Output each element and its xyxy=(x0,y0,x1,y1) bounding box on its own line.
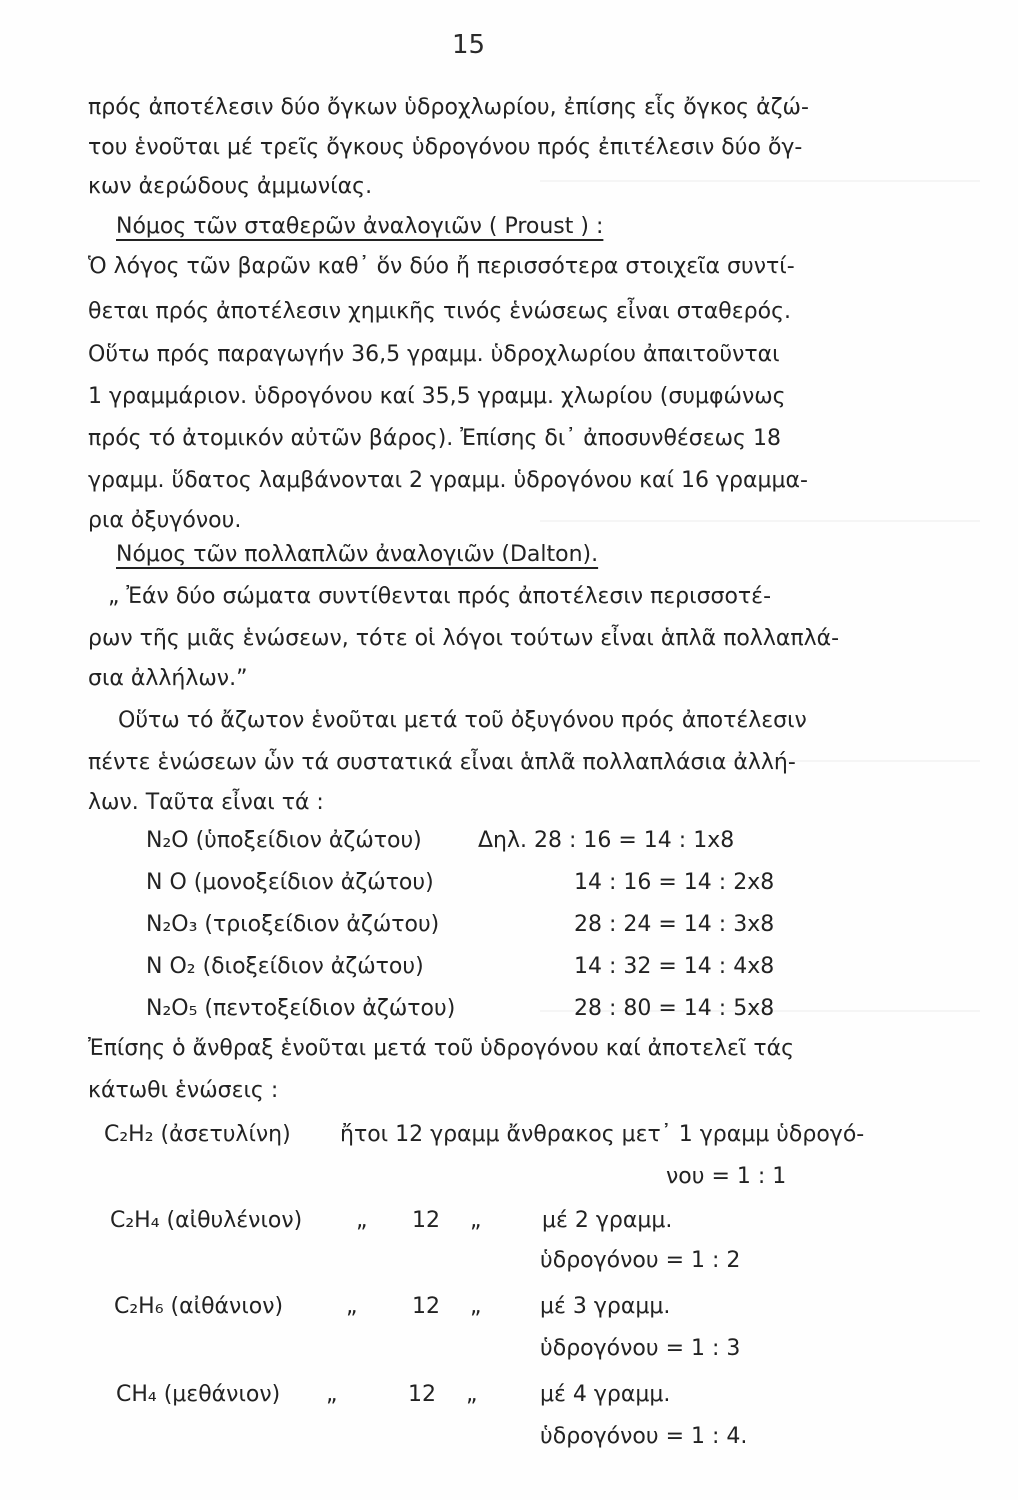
paragraph-line: Ἐπίσης ὁ ἄνθραξ ἑνοῦται μετά τοῦ ὑδρογόνου καί ἀποτελεῖ τάς xyxy=(88,1036,794,1061)
nitrogen-oxide-row xyxy=(146,952,424,982)
hydrocarbon-formula: C₂H₄ (αἰθυλένιον) xyxy=(110,1208,303,1233)
ditto-mark: „ xyxy=(470,1294,482,1319)
paragraph-line: του ἑνοῦται μέ τρεῖς ὄγκους ὑδρογόνου πρός ἐπιτέλεσιν δύο ὄγ- xyxy=(88,135,803,160)
paragraph-line: πρός τό ἀτομικόν αὐτῶν βάρος). Ἐπίσης δι᾽ ἀποσυνθέσεως 18 xyxy=(88,426,781,451)
hydrocarbon-ratio: ὑδρογόνου = 1 : 4. xyxy=(540,1424,748,1449)
paragraph-line: ρια ὀξυγόνου. xyxy=(88,508,242,533)
paragraph-line: λων. Ταῦτα εἶναι τά : xyxy=(88,790,324,815)
grams-value: 12 xyxy=(412,1208,440,1233)
section-heading-proust: Νόμος τῶν σταθερῶν ἀναλογιῶν ( Proust ) : xyxy=(116,214,604,239)
page-number: 15 xyxy=(452,30,486,60)
ditto-mark: „ xyxy=(326,1382,338,1407)
ditto-mark: „ xyxy=(356,1208,368,1233)
hydrocarbon-formula: C₂H₆ (αἰθάνιον) xyxy=(114,1294,284,1319)
compound-name: N O₂ (διοξείδιον ἀζώτου) xyxy=(146,954,424,979)
ratio-text: 14 : 32 = 14 : 4x8 xyxy=(574,954,775,979)
grams-value: 12 xyxy=(412,1294,440,1319)
ditto-mark: „ xyxy=(466,1382,478,1407)
paragraph-line: σια ἀλλήλων.” xyxy=(88,666,248,691)
hydrocarbon-with: μέ 2 γραμμ. xyxy=(542,1208,673,1233)
compound-name: N₂O₅ (πεντοξείδιον ἀζώτου) xyxy=(146,996,456,1021)
paragraph-line: κάτωθι ἑνώσεις : xyxy=(88,1078,279,1103)
nitrogen-oxide-row xyxy=(146,826,422,856)
compound-name: N₂O₃ (τριοξείδιον ἀζώτου) xyxy=(146,912,440,937)
hydrocarbon-formula: C₂H₂ (ἀσετυλίνη) xyxy=(104,1122,291,1147)
paragraph-line: πέντε ἑνώσεων ὧν τά συστατικά εἶναι ἁπλᾶ πολλαπλάσια ἀλλή- xyxy=(88,750,796,775)
grams-value: 12 xyxy=(408,1382,436,1407)
nitrogen-oxide-row xyxy=(146,868,434,898)
compound-name: N₂O (ὑποξείδιον ἀζώτου) xyxy=(146,828,422,853)
section-heading-dalton: Νόμος τῶν πολλαπλῶν ἀναλογιῶν (Dalton). xyxy=(116,542,599,567)
hydrocarbon-ratio: νου = 1 : 1 xyxy=(666,1164,787,1189)
paragraph-line: Οὕτω πρός παραγωγήν 36,5 γραμμ. ὑδροχλωρίου ἀπαιτοῦνται xyxy=(88,342,780,367)
paragraph-line: Οὕτω τό ἄζωτον ἑνοῦται μετά τοῦ ὀξυγόνου πρός ἀποτέλεσιν xyxy=(118,708,807,733)
bleed-through-mark xyxy=(540,520,980,522)
paragraph-line: ρων τῆς μιᾶς ἑνώσεων, τότε οἱ λόγοι τούτων εἶναι ἁπλᾶ πολλαπλά- xyxy=(88,626,840,651)
ratio-text: Δηλ. 28 : 16 = 14 : 1x8 xyxy=(478,828,735,853)
hydrocarbon-ratio: ὑδρογόνου = 1 : 3 xyxy=(540,1336,741,1361)
ratio-text: 28 : 24 = 14 : 3x8 xyxy=(574,912,775,937)
paragraph-line: πρός ἀποτέλεσιν δύο ὄγκων ὑδροχλωρίου, ἐπίσης εἷς ὄγκος ἀζώ- xyxy=(88,95,809,120)
hydrocarbon-formula: CH₄ (μεθάνιον) xyxy=(116,1382,281,1407)
paragraph-line: 1 γραμμάριον. ὑδρογόνου καί 35,5 γραμμ. χλωρίου (συμφώνως xyxy=(88,384,786,409)
ratio-text: 28 : 80 = 14 : 5x8 xyxy=(574,996,775,1021)
hydrocarbon-description: ἤτοι 12 γραμμ ἄνθρακος μετ᾽ 1 γραμμ ὑδρογό- xyxy=(340,1122,865,1147)
nitrogen-oxide-row xyxy=(146,994,455,1024)
ditto-mark: „ xyxy=(470,1208,482,1233)
nitrogen-oxide-row xyxy=(146,910,439,940)
ditto-mark: „ xyxy=(346,1294,358,1319)
bleed-through-mark xyxy=(540,180,980,182)
paragraph-line: θεται πρός ἀποτέλεσιν χημικῆς τινός ἑνώσεως εἶναι σταθερός. xyxy=(88,299,791,324)
hydrocarbon-with: μέ 3 γραμμ. xyxy=(540,1294,671,1319)
paragraph-line: κων ἀερώδους ἀμμωνίας. xyxy=(88,174,373,199)
hydrocarbon-with: μέ 4 γραμμ. xyxy=(540,1382,671,1407)
paragraph-line: „ Ἐάν δύο σώματα συντίθενται πρός ἀποτέλεσιν περισσοτέ- xyxy=(108,584,772,609)
hydrocarbon-ratio: ὑδρογόνου = 1 : 2 xyxy=(540,1248,741,1273)
compound-name: N O (μονοξείδιον ἀζώτου) xyxy=(146,870,434,895)
ratio-text: 14 : 16 = 14 : 2x8 xyxy=(574,870,775,895)
paragraph-line: γραμμ. ὕδατος λαμβάνονται 2 γραμμ. ὑδρογόνου καί 16 γραμμα- xyxy=(88,468,808,493)
paragraph-line: Ὁ λόγος τῶν βαρῶν καθ᾽ ὅν δύο ἤ περισσότερα στοιχεῖα συντί- xyxy=(88,254,795,279)
